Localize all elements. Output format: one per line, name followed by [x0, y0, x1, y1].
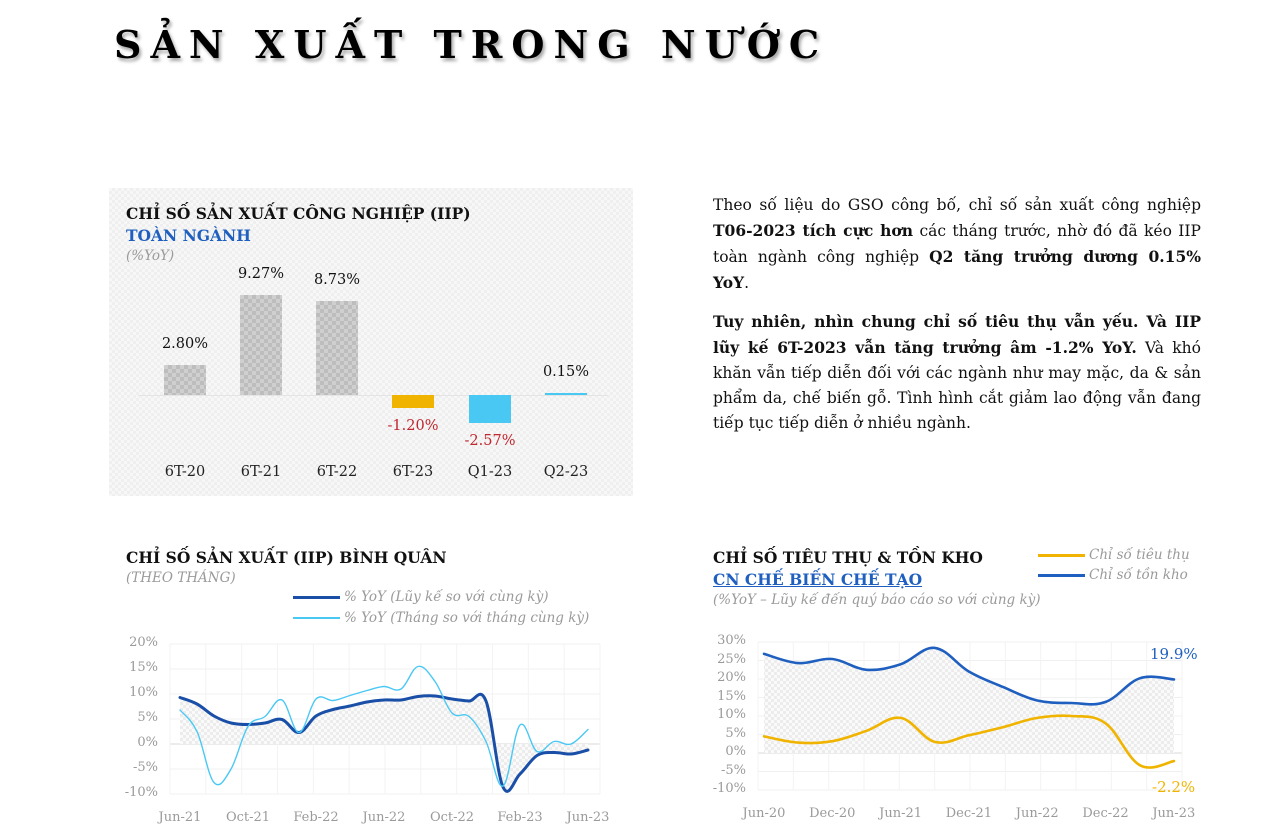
y-axis-tick-label: 0% — [137, 735, 158, 750]
y-axis-tick-label: 5% — [137, 710, 158, 725]
x-axis-tick-label: Jun-20 — [742, 806, 786, 821]
x-axis-tick-label: Jun-22 — [362, 810, 406, 825]
y-axis-tick-label: -10% — [712, 781, 746, 796]
iip-avg-chart-title: CHỈ SỐ SẢN XUẤT (IIP) BÌNH QUÂN — [126, 548, 447, 567]
consumption-chart-title: CHỈ SỐ TIÊU THỤ & TỒN KHO — [713, 548, 983, 567]
iip-chart-subtitle: TOÀN NGÀNH — [126, 226, 251, 245]
body-text: Và khó khăn vẫn tiếp diễn đối với các ngành như may mặc, da & sản phẩm da, chế biến gỗ. Tình hình cắt giảm lao động vẫn đang tiếp tục tiếp diễn ở nhiều ngành. — [713, 339, 1201, 432]
bar-value-label: -1.20% — [387, 417, 439, 434]
iip-chart-title: CHỈ SỐ SẢN XUẤT CÔNG NGHIỆP (IIP) — [126, 204, 471, 223]
x-axis-tick-label: Jun-21 — [158, 810, 202, 825]
bar-category-label: 6T-20 — [164, 464, 206, 480]
bar-category-label: Q1-23 — [467, 464, 513, 480]
consumption-chart-unit: (%YoY – Lũy kế đến quý báo cáo so với cùng kỳ) — [713, 592, 1041, 608]
legend-label: Chỉ số tiêu thụ — [1089, 547, 1190, 563]
x-axis-tick-label: Oct-22 — [429, 810, 475, 825]
area-fill — [764, 648, 1174, 753]
y-axis-tick-label: 15% — [717, 688, 746, 704]
x-axis-tick-label: Oct-21 — [225, 810, 271, 825]
x-axis-tick-label: Dec-21 — [945, 806, 993, 821]
highlight-text: Tuy nhiên, nhìn chung chỉ số tiêu thụ vẫn yếu. Và IIP lũy kế 6T-2023 vẫn tăng trưởng âm -1.2% YoY. — [713, 312, 1201, 357]
iip-chart-unit: (%YoY) — [126, 248, 175, 264]
y-axis-tick-label: 25% — [717, 651, 746, 667]
x-axis-tick-label: Jun-21 — [879, 806, 923, 821]
x-axis-tick-label: Jun-23 — [1152, 806, 1196, 821]
y-axis-tick-label: 10% — [129, 685, 158, 700]
bar-category-label: 6T-21 — [240, 464, 282, 480]
body-text: các tháng trước, nhờ đó đã kéo IIP toàn ngành công nghiệp — [713, 222, 1201, 266]
legend-label: % YoY (Lũy kế so với cùng kỳ) — [344, 589, 549, 605]
bar-value-label: -2.57% — [464, 432, 516, 449]
consumption-end-label: -2.2% — [1152, 778, 1196, 796]
bar-value-label: 2.80% — [161, 335, 209, 352]
page-title: SẢN XUẤT TRONG NƯỚC — [114, 22, 829, 67]
x-axis-tick-label: Dec-22 — [1082, 806, 1129, 821]
inventory-end-label: 19.9% — [1150, 645, 1198, 663]
bar-value-label: 8.73% — [313, 271, 361, 288]
x-axis-tick-label: Jun-22 — [1015, 806, 1059, 821]
y-axis-tick-label: 5% — [725, 725, 746, 741]
x-axis-tick-label: Feb-22 — [293, 810, 339, 825]
y-axis-tick-label: 0% — [725, 744, 746, 759]
y-axis-tick-label: 20% — [129, 635, 158, 650]
y-axis-tick-label: -5% — [720, 762, 746, 778]
y-axis-tick-label: -5% — [132, 760, 158, 775]
highlight-text: T06-2023 tích cực hơn — [713, 221, 914, 240]
bar-category-label: 6T-22 — [316, 464, 358, 480]
y-axis-tick-label: -10% — [124, 785, 158, 800]
legend-label: Chỉ số tồn kho — [1089, 567, 1188, 583]
x-axis-tick-label: Jun-23 — [566, 810, 610, 825]
bar-category-label: 6T-23 — [392, 464, 434, 480]
bar-category-label: Q2-23 — [543, 464, 589, 480]
legend-label: % YoY (Tháng so với tháng cùng kỳ) — [344, 610, 590, 626]
highlight-text: Q2 tăng trưởng dương 0.15% YoY — [713, 247, 1201, 292]
y-axis-tick-label: 20% — [717, 670, 746, 685]
body-text: Theo số liệu do GSO công bố, chỉ số sản xuất công nghiệp — [713, 196, 1201, 214]
y-axis-tick-label: 30% — [717, 633, 746, 648]
x-axis-tick-label: Dec-20 — [809, 806, 856, 821]
bar-value-label: 0.15% — [542, 364, 590, 380]
consumption-subtitle-link[interactable]: CN CHẾ BIẾN CHẾ TẠO — [713, 570, 923, 589]
y-axis-tick-label: 15% — [129, 660, 158, 675]
y-axis-tick-label: 10% — [717, 707, 746, 722]
x-axis-tick-label: Feb-23 — [497, 810, 543, 825]
bar-value-label: 9.27% — [237, 265, 285, 282]
iip-avg-chart-unit: (THEO THÁNG) — [126, 570, 236, 586]
body-text: . — [744, 274, 750, 292]
